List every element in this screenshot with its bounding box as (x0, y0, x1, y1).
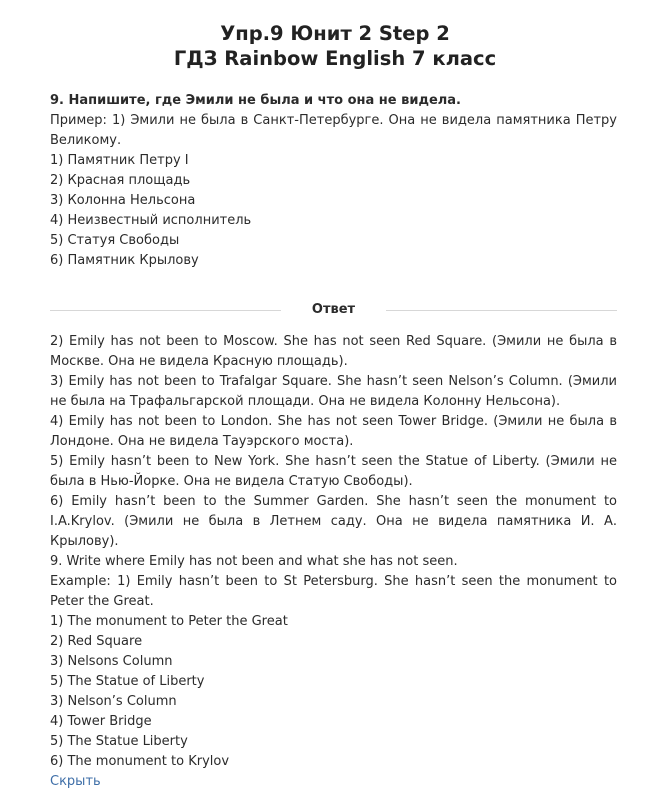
task-example: Пример: 1) Эмили не была в Санкт-Петербурге. Она не видела памятника Петру Великому. (50, 113, 617, 148)
english-item: 6) The monument to Krylov (50, 754, 230, 769)
english-heading: 9. Write where Emily has not been and what she has not seen. (50, 554, 458, 569)
english-item: 5) The Statue Liberty (50, 734, 188, 749)
answer-label: Ответ (311, 302, 356, 317)
answer-section (50, 332, 617, 552)
divider-line-right (386, 310, 617, 311)
english-example: Example: 1) Emily hasn’t been to St Petersburg. She hasn’t seen the monument to Peter the Great. (50, 574, 617, 609)
english-item: 1) The monument to Peter the Great (50, 614, 288, 629)
english-item: 4) Tower Bridge (50, 714, 152, 729)
task-item: 2) Красная площадь (50, 173, 191, 188)
hide-link[interactable]: Скрыть (50, 774, 101, 789)
answer-divider (50, 300, 617, 320)
task-item: 6) Памятник Крылову (50, 253, 199, 268)
english-item: 2) Red Square (50, 634, 143, 649)
page-title-line-2: ГДЗ Rainbow English 7 класс (173, 47, 497, 70)
answer-paragraph: 6) Emily hasn’t been to the Summer Garden. She hasn’t seen the monument to I.A.Krylov. (Эмили не была в Летнем саду. Она не видела памятника И. А. Крылову). (50, 494, 617, 549)
answer-paragraph: 5) Emily hasn’t been to New York. She hasn’t seen the Statue of Liberty. (Эмили не была в Нью-Йорке. Она не видела Статую Свободы). (50, 454, 617, 489)
english-item: 5) The Statue of Liberty (50, 674, 205, 689)
task-section (50, 91, 617, 271)
task-heading: 9. Напишите, где Эмили не была и что она не видела. (50, 93, 461, 108)
page-title-line-1: Упр.9 Юнит 2 Step 2 (220, 22, 450, 45)
english-item: 3) Nelson’s Column (50, 694, 177, 709)
english-item: 3) Nelsons Column (50, 654, 173, 669)
task-item: 5) Статуя Свободы (50, 233, 180, 248)
task-item: 3) Колонна Нельсона (50, 193, 196, 208)
task-item: 4) Неизвестный исполнитель (50, 213, 252, 228)
answer-paragraph: 4) Emily has not been to London. She has not seen Tower Bridge. (Эмили не была в Лондоне. Она не видела Тауэрского моста). (50, 414, 617, 449)
answer-paragraph: 2) Emily has not been to Moscow. She has not seen Red Square. (Эмили не была в Москве. Она не видела Красную площадь). (50, 334, 617, 369)
answer-paragraph: 3) Emily has not been to Trafalgar Square. She hasn’t seen Nelson’s Column. (Эмили не была на Трафальгарской площади. Она не видела Колонну Нельсона). (50, 374, 617, 409)
task-item: 1) Памятник Петру I (50, 153, 189, 168)
english-task-section (50, 552, 617, 792)
